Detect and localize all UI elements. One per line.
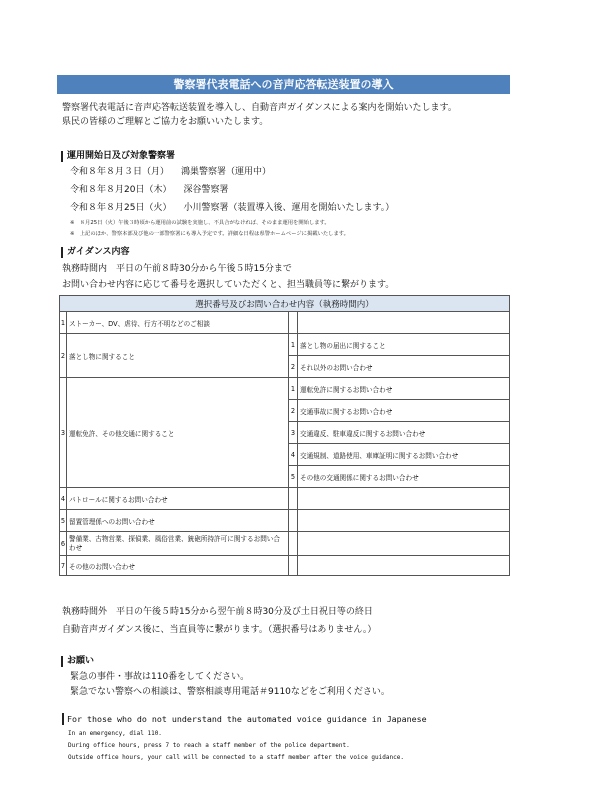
table-row: [60, 488, 510, 510]
item-number: 2: [60, 334, 67, 378]
sub-label: それ以外のお問い合わせ: [298, 356, 510, 378]
item-label: 落とし物に関すること: [67, 334, 289, 378]
table-row: [60, 378, 510, 400]
sub-label: [298, 312, 510, 334]
schedule-row: [70, 166, 271, 178]
item-number: 6: [60, 532, 67, 556]
sub-number: [289, 556, 298, 576]
item-number: 1: [60, 312, 67, 334]
intro-text: [62, 101, 457, 129]
english-line: Outside office hours, your call will be connected to a staff member after the voice guidance.: [68, 754, 404, 761]
office-hours-line: 執務時間内 平日の午前８時30分から午後５時15分まで: [62, 264, 292, 274]
sub-label: [298, 488, 510, 510]
request-heading: お願い: [61, 656, 94, 667]
sub-label: 運転免許に関するお問い合わせ: [298, 378, 510, 400]
table-header: 選択番号及びお問い合わせ内容（執務時間内）: [60, 296, 510, 312]
schedule-date: 令和８年８月20日（木）: [70, 185, 172, 195]
item-label: 警備業、古物営業、探偵業、風俗営業、銃砲所持許可に関するお問い合わせ: [67, 532, 289, 556]
sub-label: 交通規制、道路使用、車庫証明に関するお問い合わせ: [298, 444, 510, 466]
item-label: パトロールに関するお問い合わせ: [67, 488, 289, 510]
sub-number: 3: [289, 422, 298, 444]
sub-label: その他の交通関係に関するお問い合わせ: [298, 466, 510, 488]
sub-label: 交通事故に関するお問い合わせ: [298, 400, 510, 422]
schedule-note: ※ ８月25日（火）午後３時頃から運用前の試験を実施し、不具合がなければ、そのまま運用を開始します。: [70, 220, 330, 226]
after-hours-desc: 自動音声ガイダンス後に、当直員等に繋がります。（選択番号はありません。）: [62, 625, 377, 635]
item-label: その他のお問い合わせ: [67, 556, 289, 576]
schedule-date: 令和８年８月３日（月）: [70, 167, 170, 177]
item-number: 4: [60, 488, 67, 510]
table-row: [60, 532, 510, 556]
schedule-station: 鴻巣警察署（運用中）: [181, 167, 272, 177]
sub-number: 2: [289, 356, 298, 378]
english-line: In an emergency, dial 110.: [68, 730, 162, 737]
sub-label: [298, 556, 510, 576]
sub-label: [298, 510, 510, 532]
intro-line: 県民の皆様のご理解とご協力をお願いいたします。: [62, 117, 269, 127]
schedule-row: [70, 202, 394, 214]
sub-number: 1: [289, 378, 298, 400]
sub-number: [289, 510, 298, 532]
guidance-table: [59, 295, 510, 576]
table-row: [60, 312, 510, 334]
item-label: ストーカー、DV、虐待、行方不明などのご相談: [67, 312, 289, 334]
item-label: 留置管理係へのお問い合わせ: [67, 510, 289, 532]
schedule-heading: 運用開始日及び対象警察署: [61, 151, 175, 162]
item-number: 3: [60, 378, 67, 488]
item-number: 5: [60, 510, 67, 532]
item-number: 7: [60, 556, 67, 576]
schedule-date: 令和８年８月25日（火）: [70, 203, 172, 213]
table-row: [60, 334, 510, 356]
english-heading: For those who do not understand the automated voice guidance in Japanese: [62, 713, 427, 725]
after-hours-line: 執務時間外 平日の午後５時15分から翌午前８時30分及び土日祝日等の終日: [62, 607, 373, 617]
request-line: 緊急でない警察への相談は、警察相談専用電話＃9110などをご利用ください。: [70, 687, 390, 697]
sub-number: [289, 312, 298, 334]
sub-label: [298, 532, 510, 556]
request-line: 緊急の事件・事故は110番をしてください。: [70, 672, 250, 682]
table-row: [60, 510, 510, 532]
guidance-heading: ガイダンス内容: [61, 247, 130, 258]
sub-number: 4: [289, 444, 298, 466]
schedule-row: [70, 184, 228, 196]
sub-label: 落とし物の届出に関すること: [298, 334, 510, 356]
sub-label: 交通違反、駐車違反に関するお問い合わせ: [298, 422, 510, 444]
page-title: 警察署代表電話への音声応答転送装置の導入: [57, 75, 510, 94]
item-label: 運転免許、その他交通に関すること: [67, 378, 289, 488]
schedule-station: 小川警察署（装置導入後、運用を開始いたします。）: [183, 203, 395, 213]
sub-number: [289, 532, 298, 556]
intro-line: 警察署代表電話に音声応答転送装置を導入し、自動音声ガイダンスによる案内を開始いたします。: [62, 103, 457, 113]
table-row: [60, 556, 510, 576]
english-line: During office hours, press 7 to reach a staff member of the police department.: [68, 742, 350, 749]
schedule-station: 深谷警察署: [183, 185, 229, 195]
schedule-note: ※ 上記のほか、警察本部及び他の一部警察署にも導入予定です。詳細な日程は県警ホームページに掲載いたします。: [70, 231, 349, 237]
sub-number: 5: [289, 466, 298, 488]
office-hours-desc: お問い合わせ内容に応じて番号を選択していただくと、担当職員等に繋がります。: [62, 280, 395, 290]
sub-number: [289, 488, 298, 510]
sub-number: 1: [289, 334, 298, 356]
sub-number: 2: [289, 400, 298, 422]
